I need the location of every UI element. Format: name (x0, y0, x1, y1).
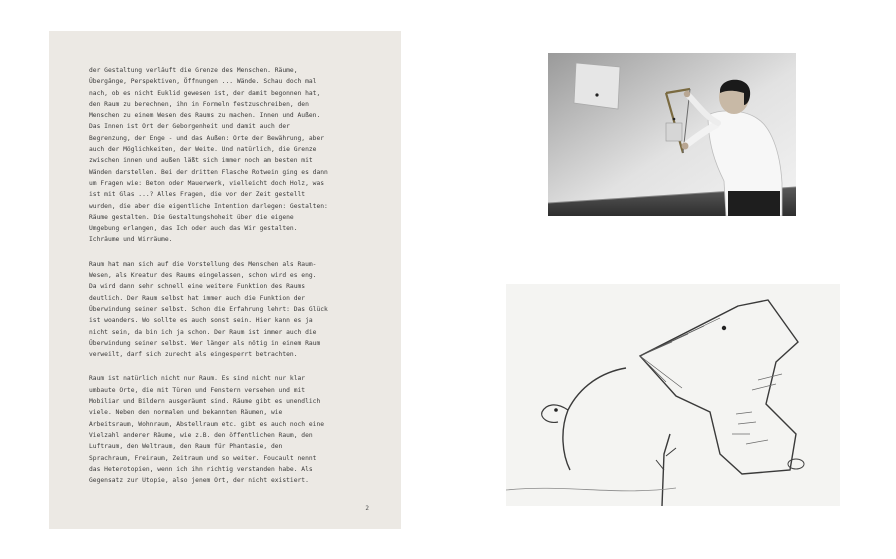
sketch-image (506, 284, 840, 506)
sketch-drawing (506, 284, 840, 506)
photo-image (548, 53, 796, 216)
paragraph-3: Raum ist natürlich nicht nur Raum. Es sind nicht nur klar umbaute Orte, die mit Türen und Fenstern versehen und mit Mobiliar und Bildern ausgeräumt sind. Räume gibt es unendlich viele. Neben den normalen und bekannten Räumen, wie Arbeitsraum, Wohnraum, Abstellraum etc. gibt es auch noch eine Vielzahl anderer Räume, wie z.B. den öffentlichen Raum, den Luftraum, den Weltraum, den Raum für Phantasie, den Sprachraum, Freiraum, Zeitraum und so weiter. Foucault nennt das Heterotopien, wenn ich ihn richtig verstanden habe. Als Gegensatz zur Utopie, also jenem Ort, der nicht existiert. (89, 375, 325, 485)
paragraph-2: Raum hat man sich auf die Vorstellung des Menschen als Raum- Wesen, als Kreatur des Raums eingelassen, schon wird es eng. Da wird dann sehr schnell eine weitere Funktion des Raums deutlich. Der Raum selbst hat immer auch die Funktion der Überwindung seiner selbst. Schon die Erfahrung lehrt: Das Glück ist woanders. Wo sollte es auch sonst sein. Hier kann es ja nicht sein, da bin ich ja schon. Der Raum ist immer auch die Überwindung seiner selbst. Wer länger als nötig in einem Raum verweilt, darf sich zurecht als eingesperrt betrachten. (89, 260, 328, 359)
page-number: 2 (365, 505, 369, 512)
paragraph-1: der Gestaltung verläuft die Grenze des Menschen. Räume, Übergänge, Perspektiven, Öffnungen ... Wände. Schau doch mal nach, ob es nicht Euklid gewesen ist, der damit begonnen hat, den Raum zu berechnen, ihn in Formeln festzuschreiben, den Menschen zu einem Wesen des Raums zu machen. Innen und Außen. Das Innen ist Ort der Geborgenheit und damit auch der Begrenzung, der Enge - und das Außen: Orte der Bewährung, aber auch der Möglichkeiten, der Weite. Und natürlich, die Grenze zwischen innen und außen läßt sich immer noch am besten mit Wänden darstellen. Bei der dritten Flasche Rotwein ging es dann um Fragen wie: Beton oder Mauerwerk, vielleicht doch Holz, was ist mit Glas ...? Alles Fragen, die vor der Zeit gestellt wurden, die aber die eigentliche Intention darlegen: Gestalten: Räume gestalten. Die Gestaltungshoheit über die eigene Umgebung erlangen, das Ich oder auch das Wir gestalten. Ichräume und Wirräume. (89, 67, 328, 244)
photo-man-measuring-wall (548, 53, 796, 216)
document-page (49, 31, 401, 529)
